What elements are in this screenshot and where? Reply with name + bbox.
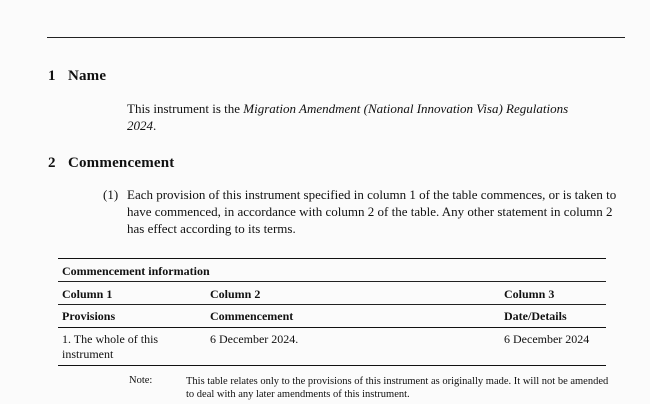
instrument-name: Migration Amendment (National Innovation Visa) Regulations 2024 xyxy=(127,101,569,133)
section-1-number: 1 xyxy=(48,68,56,84)
date-details-cell: 6 December 2024 xyxy=(504,332,590,346)
top-divider xyxy=(47,37,625,38)
table-title: Commencement information xyxy=(62,264,210,278)
column-3-header: Column 3 xyxy=(504,287,555,301)
subsection-number: (1) xyxy=(103,187,119,202)
subheader-rule xyxy=(58,327,606,328)
provisions-cell-line-2: instrument xyxy=(62,347,114,361)
note-label: Note: xyxy=(129,375,153,386)
section-2-heading xyxy=(48,155,174,172)
provisions-cell-line-1: 1. The whole of this xyxy=(62,332,159,346)
section-2-number: 2 xyxy=(48,155,56,171)
table-bottom-rule xyxy=(58,365,606,366)
subsection-text: Each provision of this instrument specified in column 1 of the table commences, or is taken to have commenced, in accordance with column 2 of the table. Any other statement in column 2 has effect according to its terms. xyxy=(127,187,617,236)
column-3-subheader: Date/Details xyxy=(504,309,567,323)
column-1-subheader: Provisions xyxy=(62,309,116,323)
commencement-cell: 6 December 2024. xyxy=(210,332,299,346)
column-2-header: Column 2 xyxy=(210,287,261,301)
header-rule xyxy=(58,304,606,305)
table-title-rule xyxy=(58,281,606,282)
table-top-rule xyxy=(58,258,606,259)
column-2-subheader: Commencement xyxy=(210,309,294,323)
section-1-text-suffix: . xyxy=(153,118,157,133)
section-2-title: Commencement xyxy=(67,155,175,171)
column-1-header: Column 1 xyxy=(62,287,113,301)
section-1-text xyxy=(127,100,597,134)
section-1-title: Name xyxy=(67,68,107,84)
section-1-text-prefix: This instrument is the xyxy=(127,101,244,116)
section-1-heading xyxy=(48,68,106,85)
subsection-1 xyxy=(103,186,617,237)
note-text: This table relates only to the provisions of this instrument as originally made. It will not be amended to deal with any later amendments of this instrument. xyxy=(186,376,609,400)
